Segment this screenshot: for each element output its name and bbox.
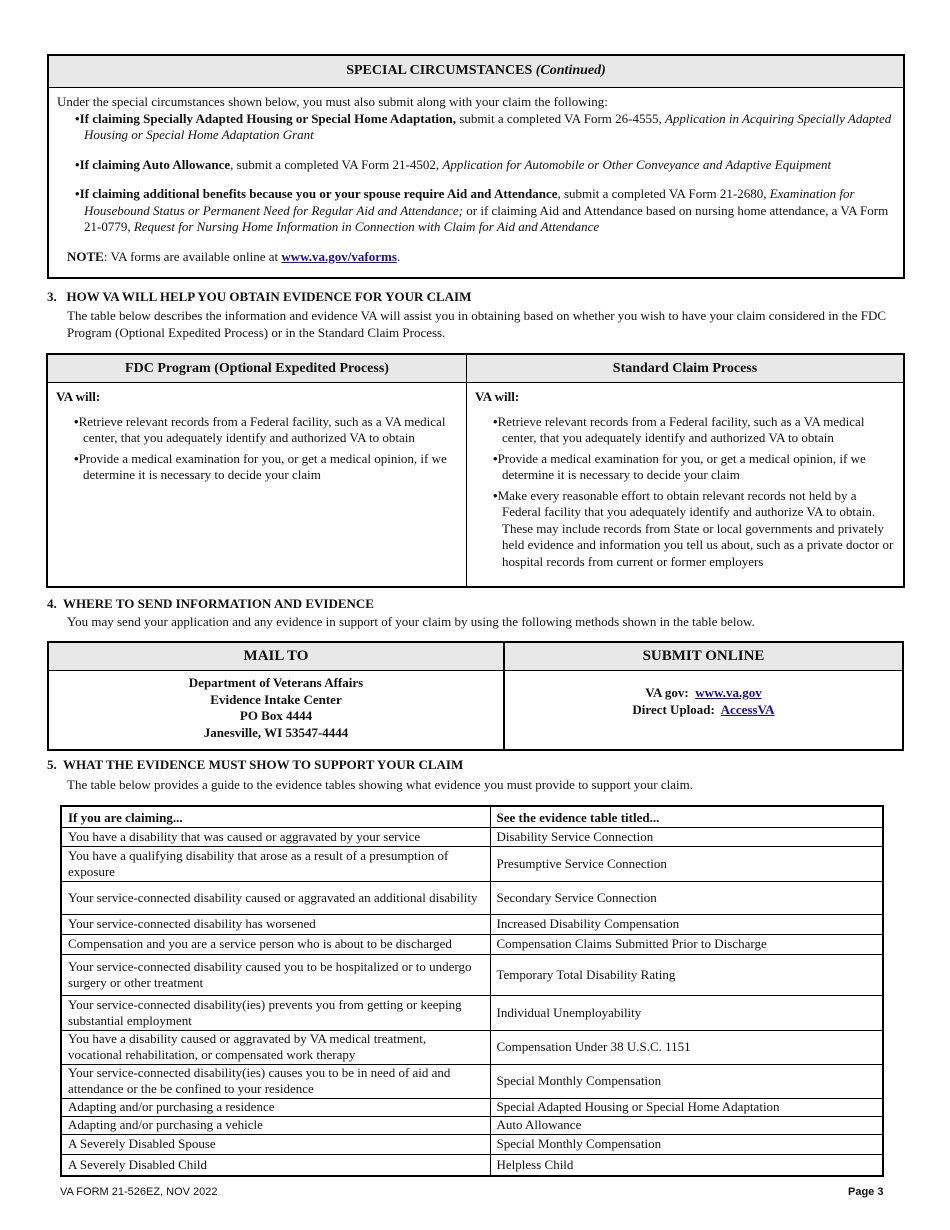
evidence-table-cell: Special Monthly Compensation xyxy=(490,1134,883,1154)
evidence-guide-table xyxy=(60,805,884,1177)
evidence-table-cell: Increased Disability Compensation xyxy=(490,914,883,934)
claim-cell: A Severely Disabled Child xyxy=(61,1154,490,1176)
column-header: See the evidence table titled... xyxy=(490,806,883,827)
evidence-help-table xyxy=(46,353,905,588)
special-circumstances-box xyxy=(47,54,905,279)
item-bold: If claiming additional benefits because you or your spouse require Aid and Attendance xyxy=(79,186,558,201)
item-italic: Examination for Housebound Status or Permanent Need for Regular Aid and Attendance; xyxy=(84,186,855,218)
table-header-row xyxy=(61,806,883,827)
table-row xyxy=(61,1154,883,1176)
evidence-table-cell: Disability Service Connection xyxy=(490,827,883,846)
evidence-table-cell: Special Adapted Housing or Special Home Adaptation xyxy=(490,1098,883,1116)
page-number: Page 3 xyxy=(848,1186,884,1198)
vagov-label: VA gov: xyxy=(645,685,689,700)
item-italic: Application for Automobile or Other Conveyance and Adaptive Equipment xyxy=(442,156,832,172)
list-item: • Retrieve relevant records from a Federal facility, such as a VA medical center, that you adequately identify and authorized VA to obtain xyxy=(483,414,895,447)
claim-cell: You have a disability caused or aggravated by VA medical treatment, vocational rehabilitation, or compensated work therapy xyxy=(61,1030,490,1064)
evidence-table-cell: Presumptive Service Connection xyxy=(490,846,883,881)
item-text: , submit a completed VA Form 21-4502, xyxy=(230,156,443,172)
mail-line: Department of Veterans Affairs xyxy=(188,675,364,690)
claim-cell: Your service-connected disability(ies) prevents you from getting or keeping substantial employment xyxy=(61,995,490,1030)
mail-line: PO Box 4444 xyxy=(239,708,313,723)
item-bold: If claiming Auto Allowance xyxy=(79,156,231,172)
special-circumstances-header xyxy=(49,56,903,88)
table-row xyxy=(61,934,883,954)
item-text: , submit a completed VA Form 21-2680, xyxy=(557,186,770,201)
table-row xyxy=(61,1064,883,1098)
header-continued: (Continued) xyxy=(535,63,606,78)
column-header: If you are claiming... xyxy=(61,806,490,827)
claim-cell: Compensation and you are a service person who is about to be discharged xyxy=(61,934,490,954)
claim-cell: You have a qualifying disability that arose as a result of a presumption of exposure xyxy=(61,846,490,881)
list-item: • Make every reasonable effort to obtain relevant records not held by a Federal facility that you adequately identify and authorize VA to obtain. These may include records from State or local governments and privately held evidence and information you tell us about, such as a private doctor or hospital records from current or former employers xyxy=(483,488,895,571)
mail-header: MAIL TO xyxy=(49,643,503,671)
evidence-table-cell: Compensation Claims Submitted Prior to Discharge xyxy=(490,934,883,954)
accessva-link[interactable]: AccessVA xyxy=(720,701,775,717)
note-text: : VA forms are available online at xyxy=(103,248,282,264)
item-bold: If claiming Specially Adapted Housing or Special Home Adaptation, xyxy=(79,110,457,126)
item-text: submit a completed VA Form 26-4555, xyxy=(456,110,665,126)
item-italic: Request for Nursing Home Information in Connection with Claim for Aid and Attendance xyxy=(133,219,600,234)
mail-column xyxy=(49,643,505,749)
vaforms-link[interactable]: www.va.gov/vaforms xyxy=(281,248,397,264)
table-row xyxy=(61,827,883,846)
claim-cell: Your service-connected disability caused or aggravated an additional disability xyxy=(61,881,490,914)
table-row xyxy=(61,995,883,1030)
list-item xyxy=(65,186,895,236)
online-column xyxy=(505,643,902,749)
mail-line: Janesville, WI 53547-4444 xyxy=(203,724,349,740)
section-5-text: The table below provides a guide to the evidence tables showing what evidence you must provide to support your claim. xyxy=(67,777,694,792)
fdc-column xyxy=(48,355,467,586)
claim-cell: Your service-connected disability has worsened xyxy=(61,914,490,934)
note-end: . xyxy=(396,248,401,264)
table-row xyxy=(61,1116,883,1134)
evidence-table-cell: Temporary Total Disability Rating xyxy=(490,954,883,995)
table-row xyxy=(61,881,883,914)
note-label: NOTE xyxy=(67,248,104,264)
fdc-lead: VA will: xyxy=(56,389,101,404)
table-row xyxy=(61,1030,883,1064)
upload-label: Direct Upload: xyxy=(632,701,715,717)
list-item xyxy=(65,157,895,174)
online-header: SUBMIT ONLINE xyxy=(505,643,902,671)
send-methods-table xyxy=(47,641,904,751)
list-item xyxy=(65,111,895,144)
item-italic: Application in Acquiring Specially Adapted Housing or Special Home Adaptation Grant xyxy=(84,110,892,142)
table-row xyxy=(61,1134,883,1154)
table-row xyxy=(61,954,883,995)
section-5-heading: 5. WHAT THE EVIDENCE MUST SHOW TO SUPPORT YOUR CLAIM xyxy=(47,757,464,772)
evidence-table-cell: Compensation Under 38 U.S.C. 1151 xyxy=(490,1030,883,1064)
vagov-link[interactable]: www.va.gov xyxy=(695,685,762,700)
table-row xyxy=(61,914,883,934)
mail-line: Evidence Intake Center xyxy=(210,691,342,707)
list-item: • Provide a medical examination for you, or get a medical opinion, if we determine it is necessary to decide your claim xyxy=(483,451,895,484)
table-row xyxy=(61,1098,883,1116)
table-row xyxy=(61,846,883,881)
standard-header: Standard Claim Process xyxy=(467,355,903,383)
fdc-header: FDC Program (Optional Expedited Process) xyxy=(48,355,466,383)
claim-cell: Adapting and/or purchasing a vehicle xyxy=(61,1116,490,1134)
standard-lead: VA will: xyxy=(475,389,520,404)
claim-cell: A Severely Disabled Spouse xyxy=(61,1134,490,1154)
evidence-table-cell: Helpless Child xyxy=(490,1154,883,1176)
evidence-table-cell: Special Monthly Compensation xyxy=(490,1064,883,1098)
header-title: SPECIAL CIRCUMSTANCES xyxy=(346,63,533,78)
section-4-heading: 4. WHERE TO SEND INFORMATION AND EVIDENCE xyxy=(47,596,374,611)
section-4-text: You may send your application and any evidence in support of your claim by using the following methods shown in the table below. xyxy=(67,614,755,629)
claim-cell: Adapting and/or purchasing a residence xyxy=(61,1098,490,1116)
evidence-table-cell: Individual Unemployability xyxy=(490,995,883,1030)
evidence-table-cell: Secondary Service Connection xyxy=(490,881,883,914)
claim-cell: Your service-connected disability(ies) causes you to be in need of aid and attendance or the be confined to your residence xyxy=(61,1064,490,1098)
standard-column xyxy=(467,355,903,586)
list-item: • Provide a medical examination for you, or get a medical opinion, if we determine it is necessary to decide your claim xyxy=(64,451,458,484)
evidence-table-cell: Auto Allowance xyxy=(490,1116,883,1134)
claim-cell: You have a disability that was caused or aggravated by your service xyxy=(61,827,490,846)
claim-cell: Your service-connected disability caused you to be hospitalized or to undergo surgery or other treatment xyxy=(61,954,490,995)
section-3-text: The table below describes the information and evidence VA will assist you in obtaining based on whether you wish to have your claim considered in the FDC Program (Optional Expedited Process) or in the Standard Claim Process. xyxy=(67,308,887,340)
intro-text: Under the special circumstances shown below, you must also submit along with your claim the following: xyxy=(57,94,608,109)
form-id: VA FORM 21-526EZ, NOV 2022 xyxy=(60,1186,218,1198)
section-3-heading: 3. HOW VA WILL HELP YOU OBTAIN EVIDENCE FOR YOUR CLAIM xyxy=(47,289,472,304)
item-text: or if claiming Aid and Attendance based on nursing home attendance, a VA Form 21-0779, xyxy=(84,202,889,234)
note xyxy=(67,249,895,266)
list-item: • Retrieve relevant records from a Federal facility, such as a VA medical center, that you adequately identify and authorized VA to obtain xyxy=(64,414,458,447)
